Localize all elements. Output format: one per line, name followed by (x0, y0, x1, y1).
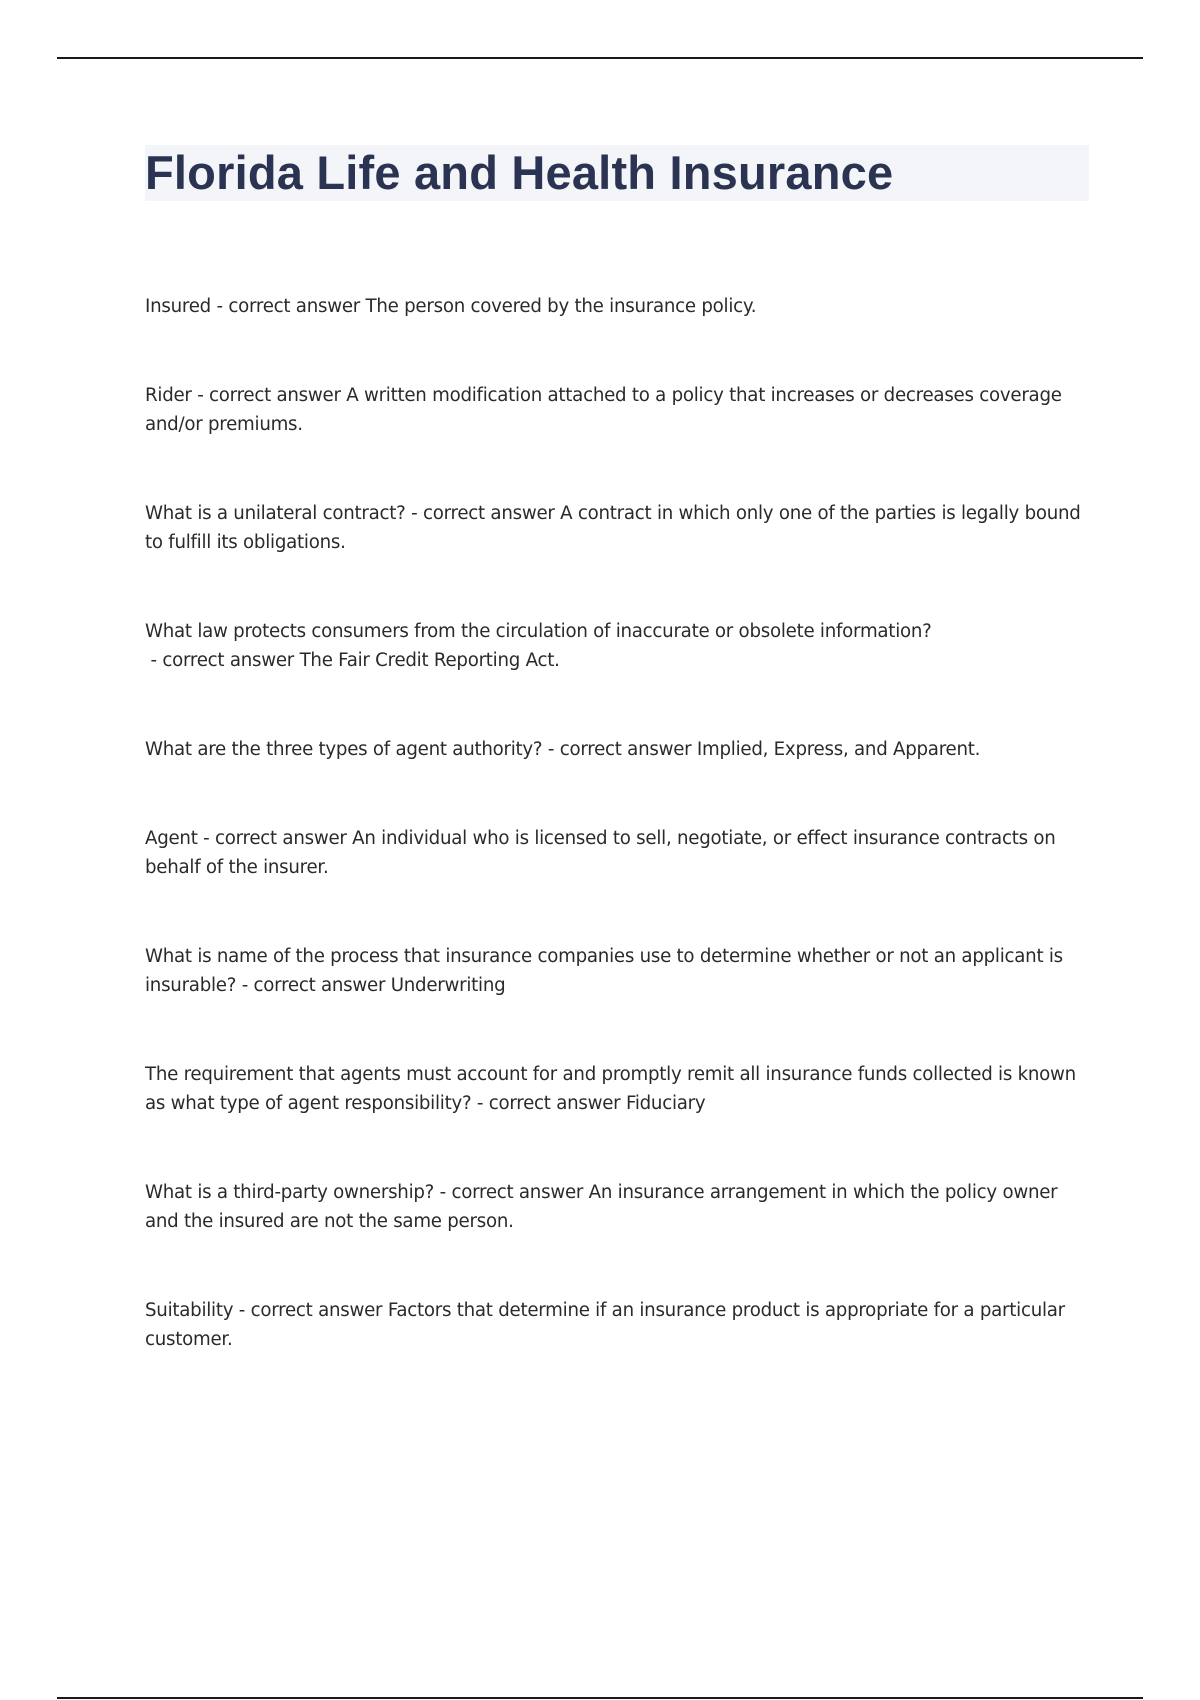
entry-answer: Underwriting (390, 975, 506, 996)
entry-separator: - correct answer (542, 739, 697, 760)
flashcard-entry (145, 381, 1085, 439)
entry-separator: - correct answer (405, 503, 561, 524)
flashcard-entry (145, 1060, 1085, 1118)
entry-separator: - correct answer (471, 1093, 626, 1114)
entry-term: Agent (145, 828, 198, 849)
entry-answer: Factors that determine if an insurance product is appropriate for a particular customer. (145, 1300, 1065, 1350)
document-title: Florida Life and Health Insurance (145, 146, 894, 199)
entry-term: Suitability (145, 1300, 234, 1321)
entry-answer: An insurance arrangement in which the policy owner and the insured are not the same person. (145, 1182, 1058, 1232)
entry-term: Rider (145, 385, 192, 406)
entry-separator: - correct answer (233, 1300, 388, 1321)
entry-term: What is a third-party ownership? (145, 1182, 435, 1203)
flashcard-entry (145, 942, 1085, 1000)
flashcard-entry (145, 499, 1085, 557)
flashcard-entry (145, 735, 1085, 764)
entry-term: Insured (145, 296, 211, 317)
entry-term: The requirement that agents must account for and promptly remit all insurance funds collected is known as what type of agent responsibility? (145, 1064, 1076, 1114)
entry-answer: A written modification attached to a policy that increases or decreases coverage and/or premiums. (145, 385, 1062, 435)
top-rule (57, 57, 1143, 59)
entry-answer: The Fair Credit Reporting Act. (299, 650, 560, 671)
flashcard-entry (145, 617, 1085, 675)
entry-answer: An individual who is licensed to sell, negotiate, or effect insurance contracts on behalf of the insurer. (145, 828, 1056, 878)
entry-separator: - correct answer (191, 385, 347, 406)
entry-answer: The person covered by the insurance policy. (365, 296, 757, 317)
flashcard-entry (145, 824, 1085, 882)
entry-term: What are the three types of agent authority? (145, 739, 543, 760)
flashcard-entry (145, 292, 1085, 321)
bottom-rule (57, 1697, 1143, 1699)
entry-separator: - correct answer (434, 1182, 589, 1203)
entry-answer: Implied, Express, and Apparent. (696, 739, 981, 760)
flashcard-entry (145, 1296, 1085, 1354)
entry-term: What law protects consumers from the circulation of inaccurate or obsolete information? (145, 621, 932, 642)
flashcard-list (145, 292, 1085, 1414)
entry-term: What is a unilateral contract? (145, 503, 406, 524)
entry-separator: - correct answer (145, 650, 300, 671)
entry-separator: - correct answer (210, 296, 366, 317)
entry-separator: - correct answer (236, 975, 391, 996)
flashcard-entry (145, 1178, 1085, 1236)
entry-answer: Fiduciary (625, 1093, 706, 1114)
entry-separator: - correct answer (197, 828, 353, 849)
entry-answer: A contract in which only one of the parties is legally bound to fulfill its obligations. (145, 503, 1081, 553)
entry-term: What is name of the process that insurance companies use to determine whether or not an applicant is insurable? (145, 946, 1063, 996)
